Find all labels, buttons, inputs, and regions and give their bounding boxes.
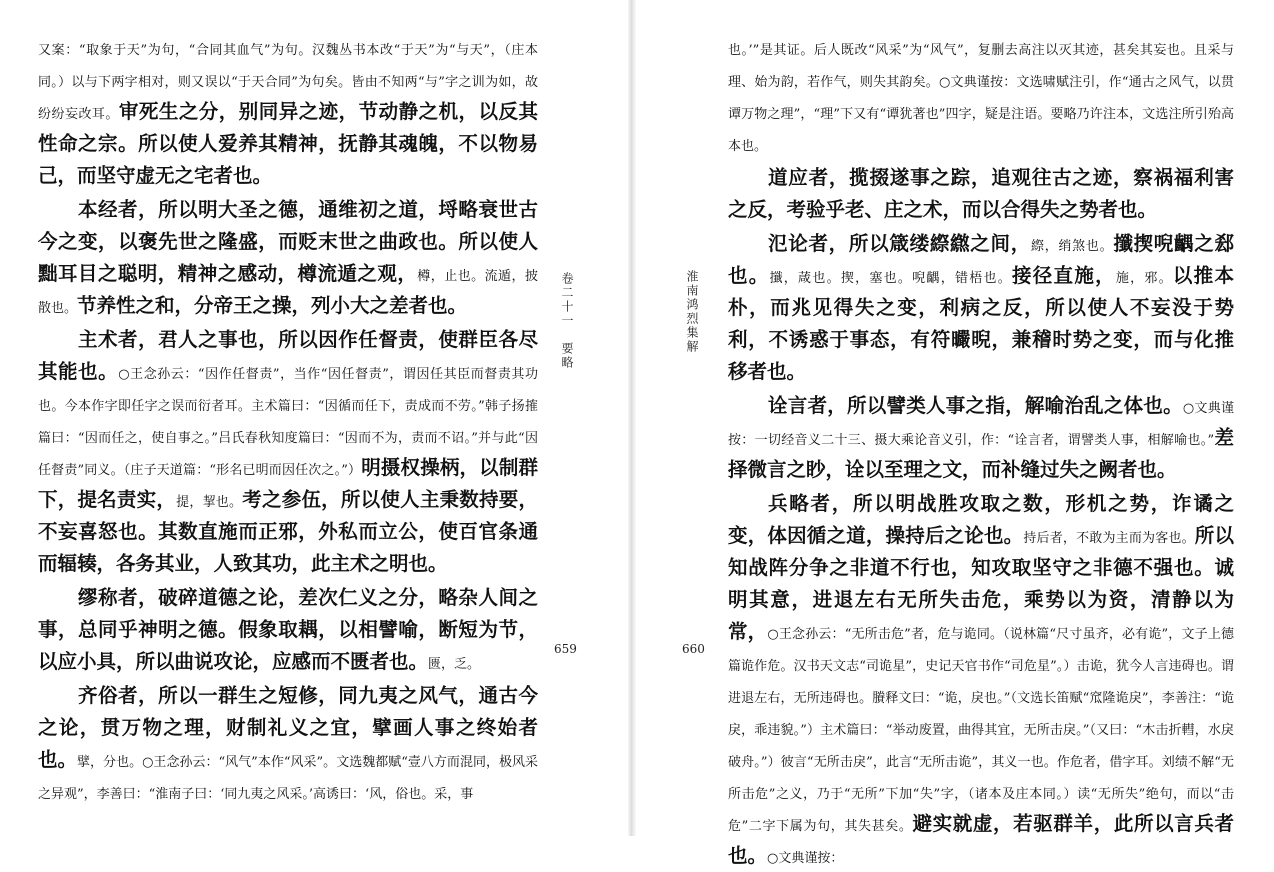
paragraph <box>38 680 538 808</box>
paragraph <box>728 228 1234 388</box>
commentary-text: 縩，绡煞也。 <box>1030 239 1114 254</box>
main-text: 氾论者，所以箴缕縩繺之间， <box>768 232 1031 255</box>
left-page-text <box>38 30 538 808</box>
main-text: 诠言者，所以譬类人事之指，解喻治乱之体也。 <box>768 394 1183 417</box>
main-text: 以推本朴，而兆见得失之变，利病之反，所以使人不妄没于势利，不诱惑于事态，有符曮晲，兼稽时势之变，而与化推移者也。 <box>728 264 1234 383</box>
main-text: 兵略者，所以明战胜攻取之数，形机之势，诈谲之变，体因循之道，操持后之论也。 <box>728 492 1234 547</box>
left-page-number: 659 <box>554 642 577 656</box>
commentary-text: 施，邪。 <box>1115 271 1173 286</box>
commentary-text: 擘，分也。○王念孙云：“风气”本作“风采”。文选魏都赋“壹八方而混同，极风采之异观”，李善曰：“淮南子曰：‘同九夷之风采。’高诱曰：‘风，俗也。采，事 <box>38 755 538 802</box>
main-text: 考之参伍，所以使人主秉数持要，不妄喜怒也。其数直施而正邪，外私而立公，使百官条通而辐辏，各务其业，人致其功，此主术之明也。 <box>38 488 538 575</box>
main-text: 明摄权操柄，以制群下，提名责实， <box>38 456 538 511</box>
main-text: 接径直施， <box>1012 264 1116 287</box>
paragraph <box>38 324 538 580</box>
paragraph <box>728 162 1234 226</box>
left-running-head: 卷二十一 要略 <box>560 272 574 370</box>
right-running-head: 淮南鸿烈集解 <box>685 270 699 354</box>
commentary-text: 樽，止也。流遁，披散也。 <box>38 269 538 316</box>
main-text: 所以知战阵分争之非道不行也，知攻取坚守之非德不强也。诚明其意，进退左右无所失击危，乘势以为资，清静以为常， <box>728 524 1234 643</box>
commentary-text: ○王念孙云：“无所击危”者，危与诡同。（说林篇“尺寸虽齐，必有诡”，文子上德篇诡作危。汉书天文志“司诡星”，史记天官书作“司危星”。）击诡，犹今人言违碍也。谓进退左右，无所违碍也。賸释文曰：“诡，戾也。”（文选长笛赋“窊隆诡戾”，李善注：“诡戾，乖违貌。”）主术篇曰：“举动废置，曲得其宜，无所击戾。”（又曰：“木击折轊，水戾破舟。”）彼言“无所击戾”，此言“无所击诡”，其义一也。作危者，借字耳。刘绩不解“无所击危”之义，乃于“无所”下加“失”字，（诸本及庄本同。）读“无所失”绝句，而以“击危”二字下属为句，其失甚矣。 <box>728 627 1234 834</box>
main-text: 攕揳唲齵之郄也。 <box>728 232 1234 287</box>
commentary-text: 提，挈也。 <box>176 495 243 510</box>
main-text: 缪称者，破碎道德之论，差次仁义之分，略杂人间之事，总同乎神明之德。假象取耦，以相譬喻，断短为节，以应小具，所以曲说攻论，应感而不匮者也。 <box>38 586 538 673</box>
commentary-text: 又案：“取象于天”为句，“合同其血气”为句。汉魏丛书本改“于天”为“与天”，（庄本同。）以与下两字相对，则又误以“于天合同”为句矣。皆由不知两“与”字之训为如，故纷纷妄改耳。 <box>38 43 538 122</box>
commentary-text: 匮，乏。 <box>428 657 481 672</box>
commentary-text: ○文典谨按：一切经音义二十三、摄大乘论音义引，作：“诠言者，谓譬类人事，相解喻也。” <box>728 401 1234 448</box>
main-text: 节养性之和，分帝王之操，列小大之差者也。 <box>77 294 468 317</box>
commentary-text: 持后者，不敢为主而为客也。 <box>1023 531 1195 546</box>
book-gutter <box>628 0 636 836</box>
commentary-text: ○文典谨按： <box>767 851 844 866</box>
paragraph <box>38 32 538 192</box>
main-text: 差择微言之眇，诠以至理之文，而补缝过失之阙者也。 <box>728 426 1234 481</box>
main-text: 避实就虚，若驱群羊，此所以言兵者也。 <box>728 812 1234 867</box>
main-text: 审死生之分，别同异之迹，节动静之机，以反其性命之宗。所以使人爱养其精神，抚静其魂魄，不以物易己，而坚守虚无之宅者也。 <box>38 100 538 187</box>
left-page <box>0 0 628 836</box>
paragraph <box>728 488 1234 872</box>
commentary-text: 也。’”是其证。后人既改“风采”为“风气”，复删去高注以灭其迹，甚矣其妄也。且采与理、始为韵，若作气，则失其韵矣。○文典谨按：文选啸赋注引，作“通古之风气，以贯谭万物之理”，“理”下又有“谭犹著也”四字，疑是注语。要略乃许注本，文选注所引殆高本也。 <box>728 43 1234 154</box>
main-text: 本经者，所以明大圣之德，通维初之道，埒略衰世古今之变，以褒先世之隆盛，而贬末世之曲政也。所以使人黜耳目之聪明，精神之感动，樽流遁之观， <box>38 198 538 285</box>
paragraph <box>38 582 538 678</box>
main-text: 道应者，揽掇遂事之踪，追观往古之迹，察祸福利害之反，考验乎老、庄之术，而以合得失之势者也。 <box>728 166 1234 221</box>
paragraph <box>38 194 538 322</box>
paragraph <box>728 32 1234 160</box>
main-text: 齐俗者，所以一群生之短修，同九夷之风气，通古今之论，贯万物之理，财制礼义之宜，擘画人事之终始者也。 <box>38 684 538 771</box>
right-page <box>636 0 1274 867</box>
main-text: 主术者，君人之事也，所以因作任督责，使群臣各尽其能也。 <box>38 328 538 383</box>
paragraph <box>728 390 1234 486</box>
right-page-text <box>728 30 1234 872</box>
commentary-text: 攕，葴也。揳，塞也。唲齵，错梧也。 <box>769 271 1013 286</box>
right-page-number: 660 <box>682 642 705 656</box>
commentary-text: ○王念孙云：“因作任督责”，当作“因任督责”，谓因任其臣而督责其功也。今本作字即任字之误而衍者耳。主术篇曰：“因循而任下，责成而不劳。”韩子扬搉篇曰：“因而任之，使自事之。”吕氏春秋知度篇曰：“因而不为，责而不诏。”并与此“因任督责”同义。（庄子天道篇：“形名已明而因任次之。”） <box>38 367 538 478</box>
